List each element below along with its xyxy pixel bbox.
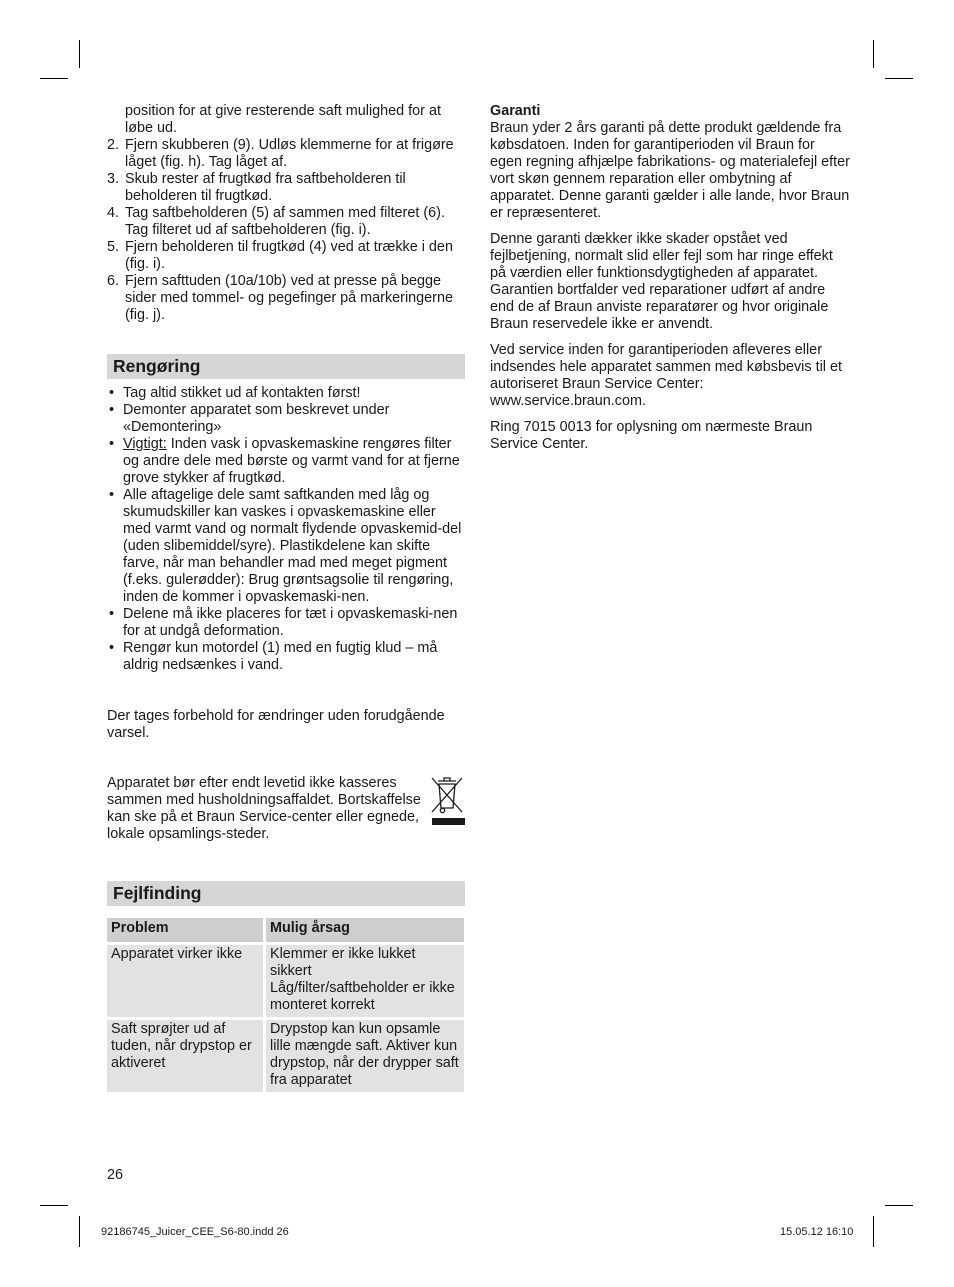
crop-mark xyxy=(40,1205,68,1206)
list-item xyxy=(107,606,465,640)
bullet-text: Alle aftagelige dele samt saftkanden med låg og skumudskiller kan vaskes i opvaskemaskine eller med varmt vand og normalt flydende opvaskemid-del (uden slibemiddel/syre). Plastikdelene kan skifte farve, når man behandler mad med meget pigment (f.eks. gulerødder): Brug grøntsagsolie til rengøring, inden de kommer i opvaskemaski-nen. xyxy=(123,487,462,605)
bullet-text: Tag altid stikket ud af kontakten først! xyxy=(123,385,361,401)
list-item xyxy=(107,436,465,487)
step-text: Skub rester af frugtkød fra saftbeholderen til beholderen til frugtkød. xyxy=(125,171,406,204)
step-number: 6. xyxy=(107,273,120,289)
step-item xyxy=(107,273,465,324)
column-header-cause: Mulig årsag xyxy=(266,918,464,942)
bullet-text: Inden vask i opvaskemaskine rengøres filter og andre dele med børste og varmt vand for at fjerne grove stykker af frugtkød. xyxy=(123,436,460,486)
step-number: 5. xyxy=(107,239,120,255)
table-row xyxy=(107,1020,464,1092)
footer-file-info: 92186745_Juicer_CEE_S6-80.indd 26 xyxy=(101,1226,289,1238)
list-item xyxy=(107,385,465,402)
crossed-out-wheelie-bin-icon xyxy=(429,775,465,825)
bullet-text: Rengør kun motordel (1) med en fugtig klud – må aldrig nedsænkes i vand. xyxy=(123,640,438,673)
problem-cell: Saft sprøjter ud af tuden, når drypstop er aktiveret xyxy=(107,1020,266,1092)
disassembly-steps xyxy=(107,103,465,324)
bullet-text: Demonter apparatet som beskrevet under «Demontering» xyxy=(123,402,390,435)
crop-mark xyxy=(885,78,913,79)
bullet-icon: • xyxy=(109,487,115,503)
warranty-title: Garanti xyxy=(490,103,541,119)
crop-mark xyxy=(873,1216,874,1247)
warranty-paragraph: Ring 7015 0013 for oplysning om nærmeste Braun Service Center. xyxy=(490,419,813,452)
problem-cell: Apparatet virker ikke xyxy=(107,945,266,1017)
list-item xyxy=(107,402,465,436)
left-column xyxy=(107,103,465,1092)
bullet-icon: • xyxy=(109,606,115,622)
cause-cell: Drypstop kan kun opsamle lille mængde saft. Aktiver kun drypstop, når der drypper saft fra apparatet xyxy=(266,1020,464,1092)
column-header-problem: Problem xyxy=(107,918,266,942)
crop-mark xyxy=(873,40,874,68)
crop-mark xyxy=(79,40,80,68)
table-header-row xyxy=(107,918,464,942)
step-number: 2. xyxy=(107,137,120,153)
bullet-text: Delene må ikke placeres for tæt i opvaskemaski-nen for at undgå deformation. xyxy=(123,606,458,639)
step-text: Tag saftbeholderen (5) af sammen med filteret (6). Tag filteret ud af saftbeholderen (fig. i). xyxy=(125,205,445,238)
step-continuation xyxy=(107,103,465,137)
step-text: Fjern skubberen (9). Udløs klemmerne for at frigøre låget (fig. h). Tag låget af. xyxy=(125,137,454,170)
bullet-icon: • xyxy=(109,402,115,418)
cleaning-list xyxy=(107,385,465,674)
bullet-icon: • xyxy=(109,436,115,452)
footer-date: 15.05.12 16:10 xyxy=(780,1226,854,1238)
reservation-note: Der tages forbehold for ændringer uden forudgående varsel. xyxy=(107,708,445,741)
step-text: Fjern beholderen til frugtkød (4) ved at trække i den (fig. i). xyxy=(125,239,453,272)
list-item xyxy=(107,640,465,674)
page-number: 26 xyxy=(107,1167,124,1183)
crop-mark xyxy=(40,78,68,79)
step-number: 3. xyxy=(107,171,120,187)
step-text: Fjern safttuden (10a/10b) ved at presse på begge sider med tommel- og pegefinger på markeringerne (fig. j). xyxy=(125,273,453,323)
step-item xyxy=(107,239,465,273)
bullet-lead: Vigtigt: xyxy=(123,436,167,452)
cause-cell: Klemmer er ikke lukket sikkert Låg/filter/saftbeholder er ikke monteret korrekt xyxy=(266,945,464,1017)
disposal-block xyxy=(107,775,465,843)
step-item xyxy=(107,205,465,239)
section-header-cleaning: Rengøring xyxy=(107,354,465,379)
crop-mark xyxy=(885,1205,913,1206)
step-text: position for at give resterende saft mulighed for at løbe ud. xyxy=(125,103,441,136)
warranty-paragraph: Braun yder 2 års garanti på dette produkt gældende fra købsdatoen. Inden for garantiperioden vil Braun for egen regning afhjælpe fabrikations- og materialefejl efter vort skøn gennem reparation eller ombytning af apparatet. Denne garanti gælder i alle lande, hvor Braun er repræsenteret. xyxy=(490,120,850,221)
bullet-icon: • xyxy=(109,640,115,656)
list-item xyxy=(107,487,465,606)
crop-mark xyxy=(79,1216,80,1247)
step-item xyxy=(107,171,465,205)
step-number: 4. xyxy=(107,205,120,221)
table-row xyxy=(107,945,464,1017)
section-header-troubleshooting: Fejlfinding xyxy=(107,881,465,906)
warranty-paragraph: Denne garanti dækker ikke skader opstået ved fejlbetjening, normalt slid eller fejl som har ringe effekt på værdien eller funktionsdygtigheden af apparatet. Garantien bortfalder ved reparationer udført af andre end de af Braun anviste reparatører og hvor originale Braun reservedele ikke er anvendt. xyxy=(490,231,833,332)
right-column xyxy=(490,103,850,453)
warranty-paragraph: Ved service inden for garantiperioden afleveres eller indsendes hele apparatet sammen med købsbevis til et autoriseret Braun Service Center: www.service.braun.com. xyxy=(490,342,842,409)
disposal-text: Apparatet bør efter endt levetid ikke kasseres sammen med husholdningsaffaldet. Bortskaffelse kan ske på et Braun Service-center eller egnede, lokale opsamlings-steder. xyxy=(107,775,421,842)
troubleshooting-table xyxy=(107,918,464,1092)
step-item xyxy=(107,137,465,171)
bullet-icon: • xyxy=(109,385,115,401)
